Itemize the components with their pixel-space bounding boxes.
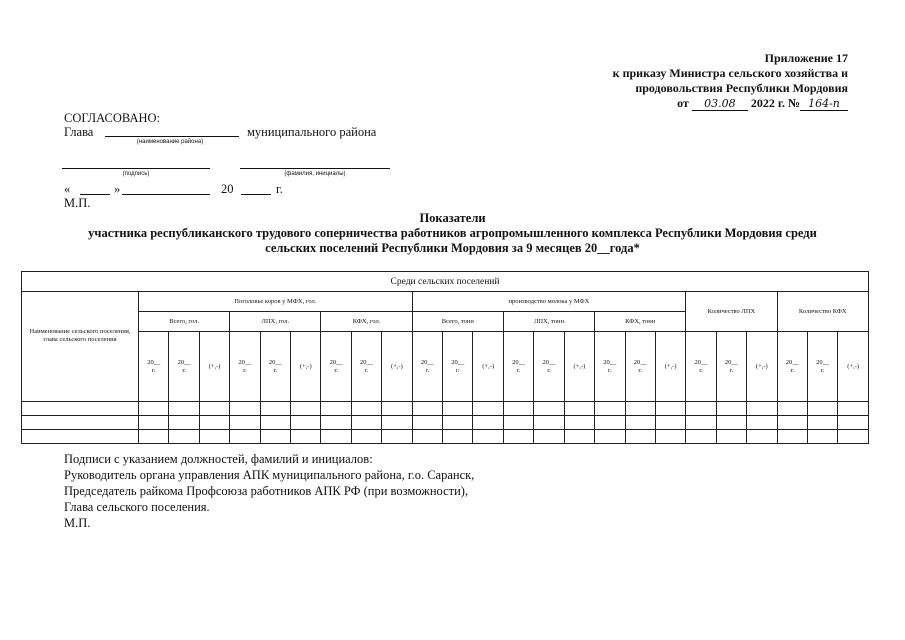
seal-label: М.П.: [64, 196, 91, 210]
period-year-label: 20__: [603, 358, 617, 366]
period-year-cell: [716, 332, 746, 402]
appendix-date-line: [677, 96, 848, 111]
table-cell[interactable]: [230, 402, 260, 416]
period-year-cell: [807, 332, 837, 402]
period-year-cell: [321, 332, 351, 402]
period-year-cell: [230, 332, 260, 402]
table-cell[interactable]: [503, 402, 533, 416]
table-cell[interactable]: [503, 430, 533, 444]
table-cell[interactable]: [412, 416, 442, 430]
signature-union-chair: Председатель райкома Профсоюза работников АПК РФ (при возможности),: [64, 484, 469, 498]
subheader-cows-kfh: КФХ, гол.: [321, 312, 412, 332]
period-year-suffix: г.: [638, 366, 642, 374]
handwritten-number: 164-п: [800, 98, 848, 111]
period-year-label: 20__: [694, 358, 708, 366]
period-year-label: 20__: [512, 358, 526, 366]
signatures-intro: Подписи с указанием должностей, фамилий и инициалов:: [64, 452, 373, 466]
table-cell[interactable]: [321, 430, 351, 444]
table-cell[interactable]: [139, 416, 169, 430]
period-diff-cell: (+,-): [473, 332, 503, 402]
table-cell[interactable]: [412, 430, 442, 444]
table-row: [22, 416, 869, 430]
document-title: Показатели: [419, 211, 486, 225]
period-year-suffix: г.: [820, 366, 825, 374]
table-cell[interactable]: [22, 416, 139, 430]
period-year-suffix: г.: [516, 366, 521, 374]
table-cell[interactable]: [625, 430, 655, 444]
year-suffix: г.: [276, 182, 283, 196]
table-cell[interactable]: [199, 430, 229, 444]
table-cell[interactable]: [564, 416, 594, 430]
municipal-district-label: муниципального района: [247, 125, 377, 139]
table-cell[interactable]: [777, 402, 807, 416]
period-year-suffix: г.: [729, 366, 734, 374]
table-cell[interactable]: [230, 416, 260, 430]
table-cell[interactable]: [291, 430, 321, 444]
table-cell[interactable]: [260, 402, 290, 416]
period-year-suffix: г.: [790, 366, 795, 374]
appendix-order-line: к приказу Министра сельского хозяйства и: [612, 66, 848, 80]
day-line: [80, 194, 110, 195]
table-cell[interactable]: [473, 402, 503, 416]
subheader-milk-lph: ЛПХ, тонн: [503, 312, 594, 332]
table-cell[interactable]: [382, 430, 412, 444]
period-year-cell: [260, 332, 290, 402]
table-cell[interactable]: [655, 416, 685, 430]
table-cell[interactable]: [686, 430, 716, 444]
period-year-cell: [777, 332, 807, 402]
period-year-suffix: г.: [425, 366, 430, 374]
table-cell[interactable]: [595, 416, 625, 430]
table-row: [22, 430, 869, 444]
period-year-cell: [625, 332, 655, 402]
period-year-suffix: г.: [455, 366, 460, 374]
table-cell[interactable]: [22, 430, 139, 444]
table-cell[interactable]: [199, 416, 229, 430]
period-year-label: 20__: [268, 358, 282, 366]
table-cell[interactable]: [595, 402, 625, 416]
table-cell[interactable]: [260, 416, 290, 430]
table-cell[interactable]: [716, 402, 746, 416]
year-line: [241, 194, 271, 195]
period-year-cell: [686, 332, 716, 402]
period-year-label: 20__: [238, 358, 252, 366]
table-cell[interactable]: [747, 416, 777, 430]
signature-apk-head: Руководитель органа управления АПК муниципального района, г.о. Саранск,: [64, 468, 475, 482]
signature-settlement-head: Глава сельского поселения.: [64, 500, 210, 514]
period-year-suffix: г.: [547, 366, 551, 374]
table-cell[interactable]: [169, 430, 199, 444]
table-cell[interactable]: [716, 430, 746, 444]
table-cell[interactable]: [686, 416, 716, 430]
table-cell[interactable]: [655, 402, 685, 416]
name-line: [240, 168, 390, 169]
table-cell[interactable]: [382, 416, 412, 430]
head-label: Глава: [64, 125, 94, 139]
table-cell[interactable]: [473, 416, 503, 430]
name-caption: (фамилия, инициалы): [284, 171, 346, 177]
period-year-cell: [595, 332, 625, 402]
period-year-cell: [534, 332, 564, 402]
table-row: [22, 402, 869, 416]
table-cell[interactable]: [22, 402, 139, 416]
date-prefix: от: [677, 96, 689, 110]
period-year-suffix: г.: [151, 366, 156, 374]
period-year-label: 20__: [542, 358, 556, 366]
table-cell[interactable]: [260, 430, 290, 444]
table-cell[interactable]: [838, 430, 869, 444]
period-diff-cell: (+,-): [747, 332, 777, 402]
period-year-cell: [351, 332, 381, 402]
indicators-table: [21, 271, 869, 444]
period-year-label: 20__: [360, 358, 374, 366]
table-cell[interactable]: [321, 416, 351, 430]
table-cell[interactable]: [747, 402, 777, 416]
subheader-cows-lph: ЛПХ, гол.: [230, 312, 321, 332]
period-diff-cell: (+,-): [199, 332, 229, 402]
period-year-label: 20__: [147, 358, 161, 366]
table-cell[interactable]: [443, 402, 473, 416]
table-cell[interactable]: [838, 416, 869, 430]
table-cell[interactable]: [564, 430, 594, 444]
subheader-milk-kfh: КФХ, тонн: [595, 312, 686, 332]
period-year-suffix: г.: [334, 366, 338, 374]
period-year-suffix: г.: [364, 366, 369, 374]
period-year-cell: [412, 332, 442, 402]
table-cell[interactable]: [807, 430, 837, 444]
table-cell[interactable]: [473, 430, 503, 444]
period-year-cell: [503, 332, 533, 402]
period-year-suffix: г.: [243, 366, 247, 374]
table-cell[interactable]: [139, 430, 169, 444]
date-close-quote: »: [114, 182, 121, 196]
year-prefix: 20: [221, 182, 234, 196]
document-subtitle-line2: сельских поселений Республики Мордовия за 9 месяцев 20__года*: [265, 241, 640, 255]
agreed-label: СОГЛАСОВАНО:: [64, 111, 161, 125]
period-year-suffix: г.: [273, 366, 278, 374]
period-year-cell: [139, 332, 169, 402]
period-diff-cell: (+,-): [291, 332, 321, 402]
period-year-suffix: г.: [182, 366, 186, 374]
group-header-lph-count: Количество ЛПХ: [686, 292, 777, 332]
table-cell[interactable]: [534, 416, 564, 430]
table-cell[interactable]: [351, 416, 381, 430]
period-year-suffix: г.: [699, 366, 703, 374]
table-cell[interactable]: [564, 402, 594, 416]
column-header-settlement: Наименование сельского поселения, глава сельского поселения: [22, 292, 139, 402]
date-open-quote: «: [64, 182, 71, 196]
table-cell[interactable]: [625, 416, 655, 430]
table-cell[interactable]: [503, 416, 533, 430]
period-year-label: 20__: [633, 358, 647, 366]
table-cell[interactable]: [777, 416, 807, 430]
order-year: 2022 г. №: [750, 96, 800, 110]
table-cell[interactable]: [838, 402, 869, 416]
table-cell[interactable]: [199, 402, 229, 416]
period-year-cell: [443, 332, 473, 402]
table-cell[interactable]: [291, 416, 321, 430]
period-year-label: 20__: [724, 358, 738, 366]
table-cell[interactable]: [595, 430, 625, 444]
period-year-label: 20__: [785, 358, 799, 366]
period-year-label: 20__: [177, 358, 191, 366]
table-cell[interactable]: [716, 416, 746, 430]
subheader-milk-total: Всего, тонн: [412, 312, 503, 332]
period-year-label: 20__: [451, 358, 465, 366]
table-cell[interactable]: [747, 430, 777, 444]
table-cell[interactable]: [625, 402, 655, 416]
table-cell[interactable]: [351, 402, 381, 416]
district-caption: (наименование района): [136, 139, 204, 145]
period-year-suffix: г.: [608, 366, 612, 374]
table-cell[interactable]: [807, 416, 837, 430]
table-cell[interactable]: [139, 402, 169, 416]
table-cell[interactable]: [777, 430, 807, 444]
subheader-cows-total: Всего, гол.: [139, 312, 230, 332]
table-cell[interactable]: [443, 416, 473, 430]
group-header-kfh-count: Количество КФХ: [777, 292, 868, 332]
period-diff-cell: (+,-): [655, 332, 685, 402]
table-cell[interactable]: [321, 402, 351, 416]
period-year-label: 20__: [420, 358, 434, 366]
table-cell[interactable]: [291, 402, 321, 416]
table-cell[interactable]: [412, 402, 442, 416]
period-diff-cell: (+,-): [564, 332, 594, 402]
group-header-milk: производство молока у МФХ: [412, 292, 686, 312]
table-cell[interactable]: [351, 430, 381, 444]
table-cell[interactable]: [382, 402, 412, 416]
group-header-cows: Поголовье коров у МФХ, гол.: [139, 292, 413, 312]
period-year-label: 20__: [816, 358, 830, 366]
period-diff-cell: (+,-): [382, 332, 412, 402]
handwritten-date: 03.08: [692, 98, 748, 111]
table-cell[interactable]: [534, 402, 564, 416]
appendix-ministry-line: продовольствия Республики Мордовия: [635, 81, 848, 95]
signature-line: [62, 168, 210, 169]
district-name-line: [105, 136, 239, 137]
signature-caption: (подпись): [122, 171, 150, 177]
table-cell[interactable]: [807, 402, 837, 416]
period-diff-cell: (+,-): [838, 332, 869, 402]
table-main-header: Среди сельских поселений: [22, 272, 869, 292]
period-year-label: 20__: [329, 358, 343, 366]
table-cell[interactable]: [169, 402, 199, 416]
table-cell[interactable]: [655, 430, 685, 444]
document-subtitle-line1: участника республиканского трудового соперничества работников агропромышленного комплекса Республики Мордовия среди: [88, 226, 817, 240]
month-line: [122, 194, 210, 195]
appendix-number: Приложение 17: [764, 51, 848, 65]
table-cell[interactable]: [169, 416, 199, 430]
period-header-row: [22, 332, 869, 402]
table-cell[interactable]: [534, 430, 564, 444]
table-cell[interactable]: [443, 430, 473, 444]
table-cell[interactable]: [686, 402, 716, 416]
table-cell[interactable]: [230, 430, 260, 444]
signature-seal: М.П.: [64, 516, 91, 530]
period-year-cell: [169, 332, 199, 402]
